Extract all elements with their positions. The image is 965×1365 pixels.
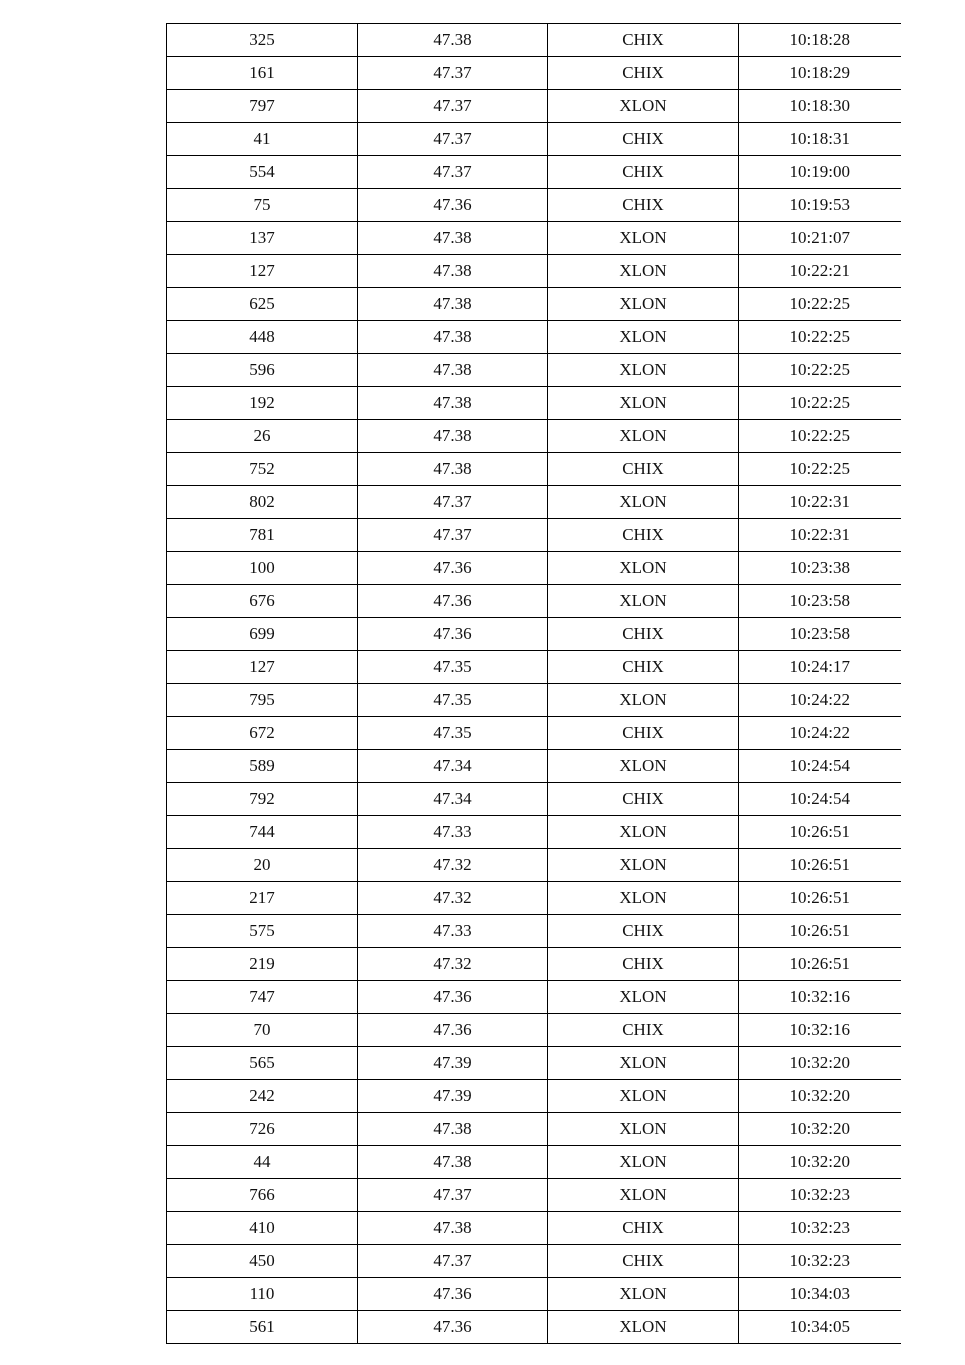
table-row xyxy=(167,717,901,750)
table-row xyxy=(167,453,901,486)
table-row xyxy=(167,1047,901,1080)
cell-venue: CHIX xyxy=(548,24,739,57)
cell-price: 47.32 xyxy=(358,948,548,981)
cell-volume: 127 xyxy=(167,255,358,288)
table-row xyxy=(167,1212,901,1245)
cell-time: 10:24:22 xyxy=(739,717,901,750)
cell-volume: 766 xyxy=(167,1179,358,1212)
table-row xyxy=(167,750,901,783)
cell-price: 47.38 xyxy=(358,354,548,387)
cell-time: 10:22:31 xyxy=(739,519,901,552)
cell-price: 47.38 xyxy=(358,255,548,288)
cell-time: 10:18:30 xyxy=(739,90,901,123)
table-row xyxy=(167,288,901,321)
cell-price: 47.37 xyxy=(358,486,548,519)
cell-venue: XLON xyxy=(548,1311,739,1344)
table-row xyxy=(167,915,901,948)
cell-venue: XLON xyxy=(548,288,739,321)
cell-volume: 672 xyxy=(167,717,358,750)
cell-venue: CHIX xyxy=(548,123,739,156)
cell-venue: XLON xyxy=(548,486,739,519)
cell-venue: XLON xyxy=(548,1113,739,1146)
cell-price: 47.37 xyxy=(358,156,548,189)
cell-time: 10:23:58 xyxy=(739,585,901,618)
cell-venue: XLON xyxy=(548,1047,739,1080)
cell-time: 10:22:31 xyxy=(739,486,901,519)
cell-venue: XLON xyxy=(548,585,739,618)
cell-price: 47.36 xyxy=(358,1278,548,1311)
cell-venue: CHIX xyxy=(548,519,739,552)
cell-volume: 20 xyxy=(167,849,358,882)
cell-price: 47.34 xyxy=(358,750,548,783)
cell-venue: CHIX xyxy=(548,717,739,750)
cell-volume: 242 xyxy=(167,1080,358,1113)
cell-venue: XLON xyxy=(548,981,739,1014)
cell-price: 47.36 xyxy=(358,585,548,618)
cell-price: 47.32 xyxy=(358,882,548,915)
cell-volume: 137 xyxy=(167,222,358,255)
cell-volume: 554 xyxy=(167,156,358,189)
table-row xyxy=(167,618,901,651)
cell-venue: CHIX xyxy=(548,57,739,90)
cell-time: 10:32:23 xyxy=(739,1245,901,1278)
cell-price: 47.38 xyxy=(358,24,548,57)
cell-volume: 75 xyxy=(167,189,358,222)
table-row xyxy=(167,387,901,420)
cell-volume: 792 xyxy=(167,783,358,816)
cell-venue: XLON xyxy=(548,1179,739,1212)
cell-time: 10:26:51 xyxy=(739,915,901,948)
table-row xyxy=(167,816,901,849)
table-row xyxy=(167,123,901,156)
cell-venue: XLON xyxy=(548,90,739,123)
cell-volume: 625 xyxy=(167,288,358,321)
table-row xyxy=(167,1146,901,1179)
trades-table-body xyxy=(167,24,901,1344)
table-row xyxy=(167,1014,901,1047)
table-row xyxy=(167,948,901,981)
cell-venue: XLON xyxy=(548,321,739,354)
cell-time: 10:32:23 xyxy=(739,1179,901,1212)
cell-price: 47.37 xyxy=(358,57,548,90)
cell-volume: 448 xyxy=(167,321,358,354)
cell-volume: 561 xyxy=(167,1311,358,1344)
cell-volume: 747 xyxy=(167,981,358,1014)
cell-price: 47.33 xyxy=(358,915,548,948)
table-row xyxy=(167,156,901,189)
cell-time: 10:32:16 xyxy=(739,981,901,1014)
cell-venue: CHIX xyxy=(548,1212,739,1245)
cell-venue: XLON xyxy=(548,816,739,849)
cell-time: 10:34:03 xyxy=(739,1278,901,1311)
table-row xyxy=(167,321,901,354)
cell-volume: 44 xyxy=(167,1146,358,1179)
cell-time: 10:22:25 xyxy=(739,387,901,420)
cell-time: 10:22:25 xyxy=(739,288,901,321)
cell-time: 10:26:51 xyxy=(739,849,901,882)
cell-volume: 110 xyxy=(167,1278,358,1311)
cell-price: 47.35 xyxy=(358,717,548,750)
cell-venue: CHIX xyxy=(548,453,739,486)
table-row xyxy=(167,222,901,255)
cell-time: 10:32:20 xyxy=(739,1047,901,1080)
table-row xyxy=(167,420,901,453)
cell-price: 47.38 xyxy=(358,387,548,420)
cell-volume: 161 xyxy=(167,57,358,90)
cell-volume: 797 xyxy=(167,90,358,123)
cell-price: 47.36 xyxy=(358,1014,548,1047)
table-row xyxy=(167,882,901,915)
table-row xyxy=(167,585,901,618)
cell-price: 47.38 xyxy=(358,1212,548,1245)
cell-venue: XLON xyxy=(548,354,739,387)
cell-price: 47.37 xyxy=(358,1245,548,1278)
cell-venue: CHIX xyxy=(548,189,739,222)
cell-venue: XLON xyxy=(548,1278,739,1311)
cell-price: 47.38 xyxy=(358,1146,548,1179)
cell-venue: XLON xyxy=(548,882,739,915)
cell-volume: 410 xyxy=(167,1212,358,1245)
cell-time: 10:32:16 xyxy=(739,1014,901,1047)
cell-volume: 781 xyxy=(167,519,358,552)
table-row xyxy=(167,255,901,288)
cell-volume: 70 xyxy=(167,1014,358,1047)
cell-venue: XLON xyxy=(548,684,739,717)
table-row xyxy=(167,486,901,519)
cell-venue: XLON xyxy=(548,1080,739,1113)
cell-venue: XLON xyxy=(548,420,739,453)
cell-time: 10:23:58 xyxy=(739,618,901,651)
cell-time: 10:34:05 xyxy=(739,1311,901,1344)
cell-price: 47.38 xyxy=(358,222,548,255)
cell-price: 47.38 xyxy=(358,288,548,321)
cell-price: 47.38 xyxy=(358,1113,548,1146)
cell-venue: CHIX xyxy=(548,948,739,981)
cell-time: 10:32:20 xyxy=(739,1080,901,1113)
cell-time: 10:24:54 xyxy=(739,783,901,816)
table-row xyxy=(167,189,901,222)
cell-venue: CHIX xyxy=(548,915,739,948)
cell-volume: 325 xyxy=(167,24,358,57)
cell-volume: 192 xyxy=(167,387,358,420)
cell-volume: 450 xyxy=(167,1245,358,1278)
cell-price: 47.37 xyxy=(358,1179,548,1212)
cell-time: 10:18:29 xyxy=(739,57,901,90)
cell-volume: 752 xyxy=(167,453,358,486)
cell-volume: 219 xyxy=(167,948,358,981)
cell-volume: 699 xyxy=(167,618,358,651)
cell-time: 10:24:17 xyxy=(739,651,901,684)
cell-time: 10:23:38 xyxy=(739,552,901,585)
cell-venue: CHIX xyxy=(548,156,739,189)
table-row xyxy=(167,24,901,57)
table-row xyxy=(167,684,901,717)
cell-price: 47.35 xyxy=(358,651,548,684)
cell-volume: 100 xyxy=(167,552,358,585)
table-row xyxy=(167,1278,901,1311)
cell-venue: XLON xyxy=(548,1146,739,1179)
cell-time: 10:22:25 xyxy=(739,453,901,486)
cell-price: 47.38 xyxy=(358,420,548,453)
table-row xyxy=(167,981,901,1014)
cell-price: 47.36 xyxy=(358,1311,548,1344)
cell-volume: 26 xyxy=(167,420,358,453)
table-row xyxy=(167,57,901,90)
cell-time: 10:18:31 xyxy=(739,123,901,156)
cell-price: 47.36 xyxy=(358,552,548,585)
cell-time: 10:32:23 xyxy=(739,1212,901,1245)
cell-price: 47.36 xyxy=(358,189,548,222)
cell-volume: 575 xyxy=(167,915,358,948)
cell-venue: XLON xyxy=(548,387,739,420)
cell-price: 47.35 xyxy=(358,684,548,717)
cell-time: 10:22:21 xyxy=(739,255,901,288)
cell-price: 47.37 xyxy=(358,90,548,123)
cell-time: 10:26:51 xyxy=(739,948,901,981)
cell-price: 47.37 xyxy=(358,519,548,552)
cell-time: 10:18:28 xyxy=(739,24,901,57)
cell-time: 10:22:25 xyxy=(739,420,901,453)
cell-venue: CHIX xyxy=(548,1014,739,1047)
cell-time: 10:22:25 xyxy=(739,321,901,354)
cell-price: 47.32 xyxy=(358,849,548,882)
cell-price: 47.36 xyxy=(358,618,548,651)
cell-volume: 744 xyxy=(167,816,358,849)
cell-volume: 676 xyxy=(167,585,358,618)
cell-venue: CHIX xyxy=(548,618,739,651)
cell-time: 10:24:22 xyxy=(739,684,901,717)
cell-price: 47.33 xyxy=(358,816,548,849)
table-row xyxy=(167,1179,901,1212)
cell-venue: XLON xyxy=(548,222,739,255)
cell-volume: 217 xyxy=(167,882,358,915)
table-row xyxy=(167,1311,901,1344)
cell-volume: 596 xyxy=(167,354,358,387)
table-row xyxy=(167,552,901,585)
cell-time: 10:19:00 xyxy=(739,156,901,189)
cell-venue: CHIX xyxy=(548,783,739,816)
cell-time: 10:21:07 xyxy=(739,222,901,255)
table-row xyxy=(167,1245,901,1278)
cell-time: 10:19:53 xyxy=(739,189,901,222)
cell-volume: 565 xyxy=(167,1047,358,1080)
cell-time: 10:22:25 xyxy=(739,354,901,387)
cell-price: 47.37 xyxy=(358,123,548,156)
cell-time: 10:32:20 xyxy=(739,1113,901,1146)
table-row xyxy=(167,651,901,684)
table-row xyxy=(167,783,901,816)
cell-time: 10:26:51 xyxy=(739,816,901,849)
table-row xyxy=(167,354,901,387)
cell-volume: 41 xyxy=(167,123,358,156)
table-row xyxy=(167,849,901,882)
cell-price: 47.39 xyxy=(358,1047,548,1080)
trades-table xyxy=(166,23,901,1344)
cell-price: 47.36 xyxy=(358,981,548,1014)
table-row xyxy=(167,1080,901,1113)
table-row xyxy=(167,1113,901,1146)
cell-volume: 589 xyxy=(167,750,358,783)
cell-time: 10:24:54 xyxy=(739,750,901,783)
cell-time: 10:32:20 xyxy=(739,1146,901,1179)
cell-venue: CHIX xyxy=(548,1245,739,1278)
cell-price: 47.34 xyxy=(358,783,548,816)
cell-volume: 127 xyxy=(167,651,358,684)
cell-volume: 726 xyxy=(167,1113,358,1146)
cell-venue: XLON xyxy=(548,750,739,783)
cell-venue: CHIX xyxy=(548,651,739,684)
cell-venue: XLON xyxy=(548,255,739,288)
cell-venue: XLON xyxy=(548,849,739,882)
table-row xyxy=(167,90,901,123)
cell-time: 10:26:51 xyxy=(739,882,901,915)
cell-volume: 795 xyxy=(167,684,358,717)
cell-venue: XLON xyxy=(548,552,739,585)
table-row xyxy=(167,519,901,552)
cell-price: 47.38 xyxy=(358,453,548,486)
cell-price: 47.39 xyxy=(358,1080,548,1113)
cell-volume: 802 xyxy=(167,486,358,519)
cell-price: 47.38 xyxy=(358,321,548,354)
